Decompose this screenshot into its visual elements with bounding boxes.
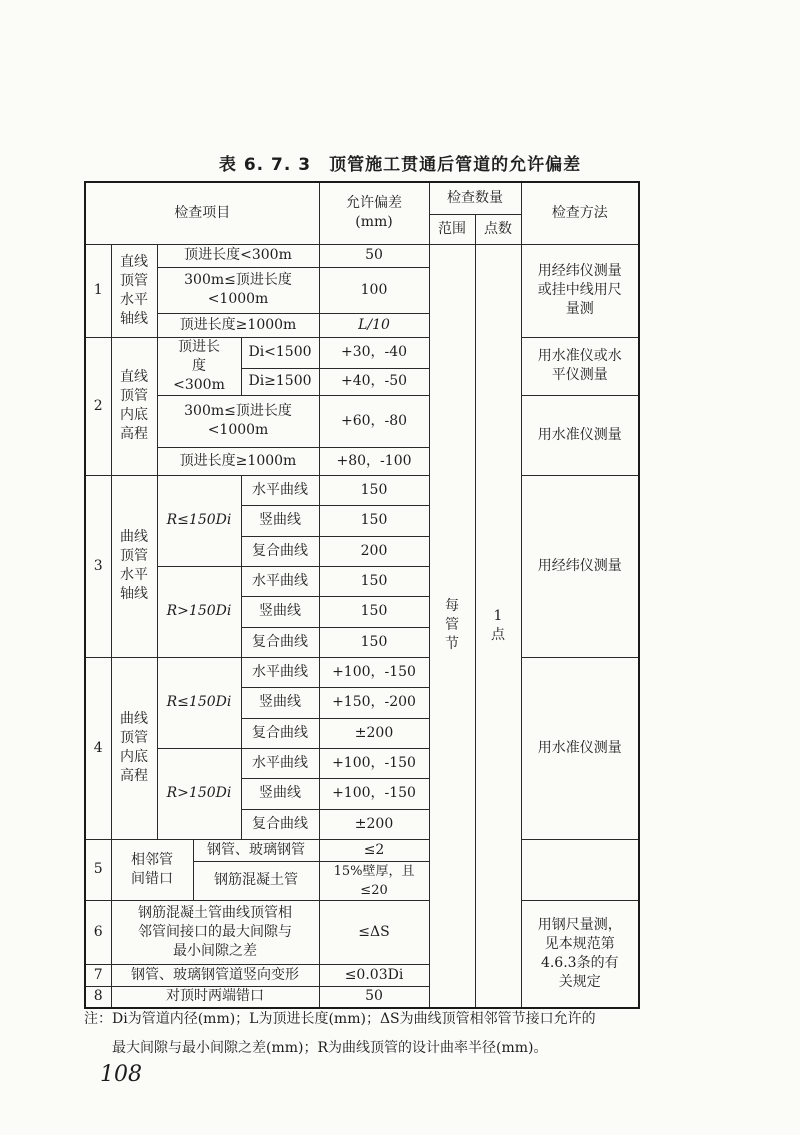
- g3-r-gt: [157, 566, 241, 657]
- g3-r-le: [157, 475, 241, 566]
- g3-r-le-text: R≤150Di: [166, 512, 232, 528]
- g3-r-gt-text: R>150Di: [166, 603, 232, 619]
- g5-name: 相邻管间错口: [111, 839, 193, 900]
- g4-cond: 水平曲线: [241, 657, 319, 687]
- g2-cond: 300m≤顶进长度<1000m: [157, 395, 319, 447]
- g1-tol: 100: [319, 267, 429, 313]
- g7-no: 7: [85, 964, 111, 986]
- g3-cond: 水平曲线: [241, 475, 319, 505]
- g3-tol: 150: [319, 475, 429, 505]
- g2-no: 2: [85, 337, 111, 475]
- g1-tol: 50: [319, 244, 429, 267]
- g8-no: 8: [85, 986, 111, 1008]
- g4-tol: +100，-150: [319, 657, 429, 687]
- g3-cond: 竖曲线: [241, 596, 319, 627]
- g6-no: 6: [85, 900, 111, 964]
- g4-tol: +150，-200: [319, 687, 429, 718]
- g2-tol: +60，-80: [319, 395, 429, 447]
- g4-no: 4: [85, 657, 111, 839]
- g2-method-b: 用水准仪测量: [521, 395, 639, 475]
- g1-name: 直线顶管水平轴线: [111, 244, 157, 337]
- g4-tol: +100，-150: [319, 748, 429, 778]
- g4-r-le-text: R≤150Di: [166, 694, 232, 710]
- g3-tol: 150: [319, 566, 429, 596]
- g4-r-gt: [157, 748, 241, 839]
- header-tolerance-label: 允许偏差: [346, 195, 403, 212]
- g4-method: 用水准仪测量: [521, 657, 639, 839]
- g3-tol: 200: [319, 536, 429, 566]
- g2-method-a: 用水准仪或水平仪测量: [521, 337, 639, 395]
- g4-cond: 水平曲线: [241, 748, 319, 778]
- g3-method: 用经纬仪测量: [521, 475, 639, 657]
- method-steel: 用钢尺量测，见本规范第4.6.3条的有关规定: [521, 900, 639, 1008]
- g3-cond: 竖曲线: [241, 505, 319, 536]
- g3-tol: 150: [319, 627, 429, 657]
- g5-cond: 钢管、玻璃钢管: [193, 839, 319, 861]
- g2-name: 直线顶管内底高程: [111, 337, 157, 475]
- header-range: 范围: [429, 214, 475, 244]
- g1-method: 用经纬仪测量或挂中线用尺量测: [521, 244, 639, 337]
- g4-cond: 复合曲线: [241, 809, 319, 839]
- g4-r-le: [157, 657, 241, 748]
- g4-cond: 复合曲线: [241, 718, 319, 748]
- table-note: [84, 1005, 664, 1063]
- g4-name: 曲线顶管内底高程: [111, 657, 157, 839]
- g7-name: 钢管、玻璃钢管道竖向变形: [111, 964, 319, 986]
- g5-tol: 15%壁厚，且≤20: [319, 861, 429, 900]
- g8-name: 对顶时两端错口: [111, 986, 319, 1008]
- g2-tol: +80，-100: [319, 447, 429, 475]
- header-qty: 检查数量: [429, 182, 521, 214]
- g2-cond: Di<1500: [241, 337, 319, 368]
- header-tolerance-unit: (mm): [355, 214, 393, 231]
- page-number: 108: [100, 1062, 142, 1087]
- g5-method-blank: [521, 839, 639, 900]
- note-line-1: 注：Di为管道内径(mm)；L为顶进长度(mm)；ΔS为曲线顶管相邻管节接口允许的: [84, 1011, 596, 1027]
- table-title: 表 6. 7. 3 顶管施工贯通后管道的允许偏差: [218, 155, 582, 175]
- g3-cond: 复合曲线: [241, 536, 319, 566]
- g4-cond: 竖曲线: [241, 687, 319, 718]
- g1-cond: 顶进长度≥1000m: [157, 313, 319, 337]
- g3-tol: 150: [319, 596, 429, 627]
- g4-tol: ±200: [319, 718, 429, 748]
- scope-points: 1点: [475, 244, 521, 1008]
- g5-tol: ≤2: [319, 839, 429, 861]
- g3-name: 曲线顶管水平轴线: [111, 475, 157, 657]
- g8-tol: 50: [319, 986, 429, 1008]
- g3-cond: 复合曲线: [241, 627, 319, 657]
- g5-cond: 钢筋混凝土管: [193, 861, 319, 900]
- g7-tol: ≤0.03Di: [319, 964, 429, 986]
- g4-r-gt-text: R>150Di: [166, 785, 232, 801]
- header-points: 点数: [475, 214, 521, 244]
- g2-cond: Di≥1500: [241, 368, 319, 395]
- g4-cond: 竖曲线: [241, 778, 319, 809]
- scope-range: 每管节: [429, 244, 475, 1008]
- header-tolerance: [319, 182, 429, 244]
- g6-tol: ≤ΔS: [319, 900, 429, 964]
- g1-tol: [319, 313, 429, 337]
- g4-tol: ±200: [319, 809, 429, 839]
- header-method: 检查方法: [521, 182, 639, 244]
- g1-cond: 300m≤顶进长度<1000m: [157, 267, 319, 313]
- header-item: 检查项目: [85, 182, 319, 244]
- tolerance-table: [84, 181, 640, 1009]
- g1-cond: 顶进长度<300m: [157, 244, 319, 267]
- g3-cond: 水平曲线: [241, 566, 319, 596]
- note-line-2: 最大间隙与最小间隙之差(mm)；R为曲线顶管的设计曲率半径(mm)。: [112, 1040, 548, 1056]
- g3-no: 3: [85, 475, 111, 657]
- g5-no: 5: [85, 839, 111, 900]
- g1-no: 1: [85, 244, 111, 337]
- g2-sub-cond: 顶进长度<300m: [157, 337, 241, 395]
- g1-tol-text: L/10: [358, 316, 390, 333]
- g2-tol: +40，-50: [319, 368, 429, 395]
- g4-tol: +100，-150: [319, 778, 429, 809]
- g2-cond: 顶进长度≥1000m: [157, 447, 319, 475]
- g2-tol: +30，-40: [319, 337, 429, 368]
- g6-name: 钢筋混凝土管曲线顶管相邻管间接口的最大间隙与最小间隙之差: [111, 900, 319, 964]
- g3-tol: 150: [319, 505, 429, 536]
